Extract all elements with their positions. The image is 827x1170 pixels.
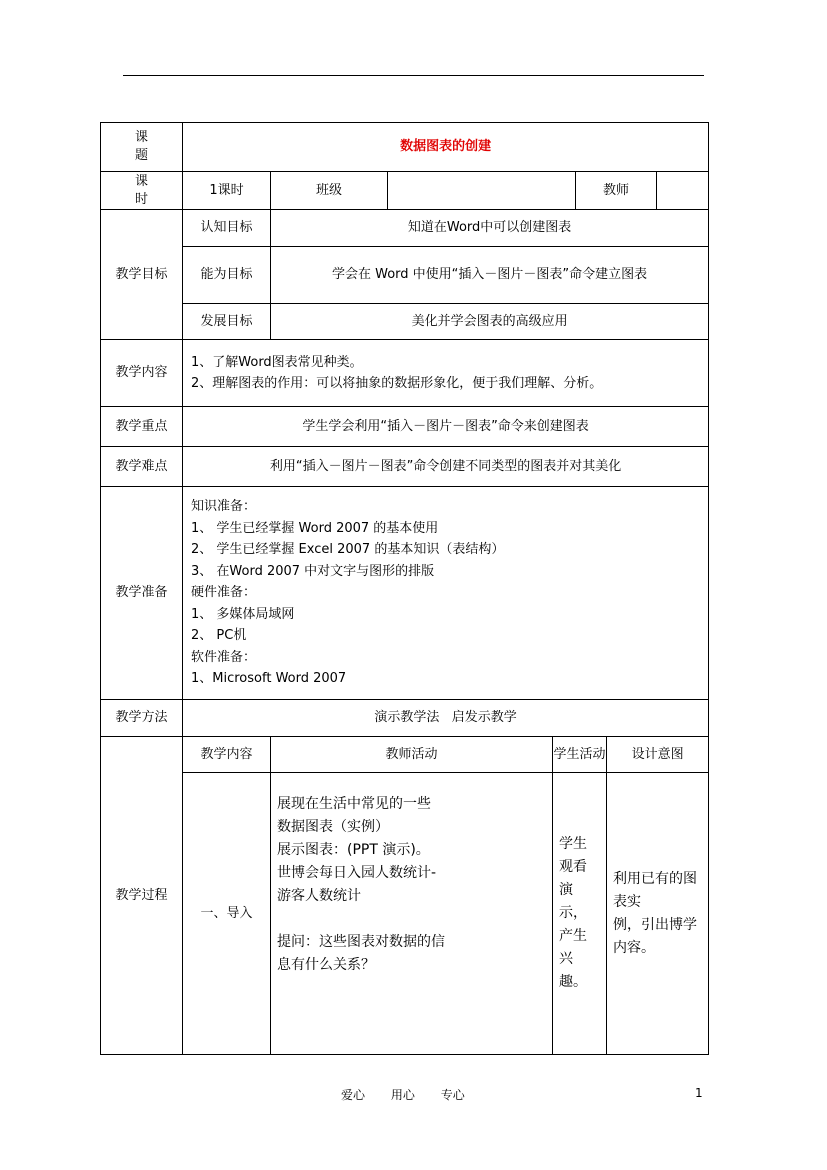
lesson-title: 数据图表的创建 [183,123,709,172]
footer-word: 专心 [440,1088,465,1102]
footer-word: 用心 [390,1088,415,1102]
teacher-line-blank [277,908,546,931]
goal-value-development: 美化并学会图表的高级应用 [271,304,709,340]
prep-line: 知识准备： [191,499,257,515]
process-student-activity [553,773,607,1055]
method-label: 教学方法 [101,700,183,737]
difficulty-label: 教学难点 [101,447,183,487]
teacher-line: 数据图表（实例） [277,819,389,835]
prep-line: 2、 PC机 [191,628,247,644]
teacher-line: 展现在生活中常见的一些 [277,796,431,812]
prep-line: 1、 学生已经掌握 Word 2007 的基本使用 [191,520,439,536]
goals-label: 教学目标 [101,210,183,340]
difficulty-value: 利用“插入－图片－图表”命令创建不同类型的图表并对其美化 [183,447,709,487]
goal-value-cognitive: 知道在Word中可以创建图表 [271,210,709,247]
key-point-value: 学生学会利用“插入－图片－图表”命令来创建图表 [183,407,709,447]
content-line: 2、理解图表的作用：可以将抽象的数据形象化，便于我们理解、分析。 [191,376,603,391]
class-value [388,172,576,210]
teacher-line: 展示图表：(PPT 演示)。 [277,842,430,858]
header-rule [123,75,704,76]
student-line: 学生观看演示， [559,836,587,921]
footer-motto [341,1086,487,1103]
teacher-line: 息有什么关系？ [277,957,375,973]
teacher-line: 游客人数统计 [277,888,361,904]
prep-line: 硬件准备： [191,585,257,601]
goal-label-cognitive: 认知目标 [183,210,271,247]
process-header-intent: 设计意图 [607,737,709,773]
goal-label-development: 发展目标 [183,304,271,340]
method-value: 演示教学法 启发示教学 [183,700,709,737]
key-point-label: 教学重点 [101,407,183,447]
teacher-line: 世博会每日入园人数统计- [277,865,437,881]
student-line: 产生兴趣。 [559,928,587,990]
intent-line: 例，引出博学内容。 [613,916,697,956]
prep-line: 3、 在Word 2007 中对文字与图形的排版 [191,563,435,579]
content-block [183,340,709,407]
goal-label-ability: 能为目标 [183,247,271,304]
teacher-label: 教师 [576,172,657,210]
lesson-plan-table [100,122,709,1055]
preparation-block [183,487,709,700]
process-content: 一、导入 [183,773,271,1055]
footer-word: 爱心 [341,1088,366,1102]
process-header-student: 学生活动 [553,737,607,773]
process-design-intent [607,773,709,1055]
process-label: 教学过程 [101,737,183,1055]
content-label: 教学内容 [101,340,183,407]
process-header-content: 教学内容 [183,737,271,773]
process-teacher-activity [271,773,553,1055]
intent-line: 利用已有的图表实 [613,870,697,910]
process-header-teacher: 教师活动 [271,737,553,773]
goal-value-ability: 学会在 Word 中使用“插入－图片－图表”命令建立图表 [271,247,709,304]
prep-line: 软件准备： [191,649,257,665]
topic-label: 课题 [101,123,183,172]
teacher-line: 提问：这些图表对数据的信 [277,934,445,950]
prep-line: 1、 多媒体局域网 [191,606,295,622]
class-label: 班级 [271,172,388,210]
content-line: 1、了解Word图表常见种类。 [191,354,363,370]
hours-value: 1课时 [183,172,271,210]
teacher-value [657,172,709,210]
hours-label: 课时 [101,172,183,210]
preparation-label: 教学准备 [101,487,183,700]
prep-line: 2、 学生已经掌握 Excel 2007 的基本知识（表结构） [191,542,505,558]
page-number: 1 [695,1086,703,1100]
prep-line: 1、Microsoft Word 2007 [191,671,347,687]
